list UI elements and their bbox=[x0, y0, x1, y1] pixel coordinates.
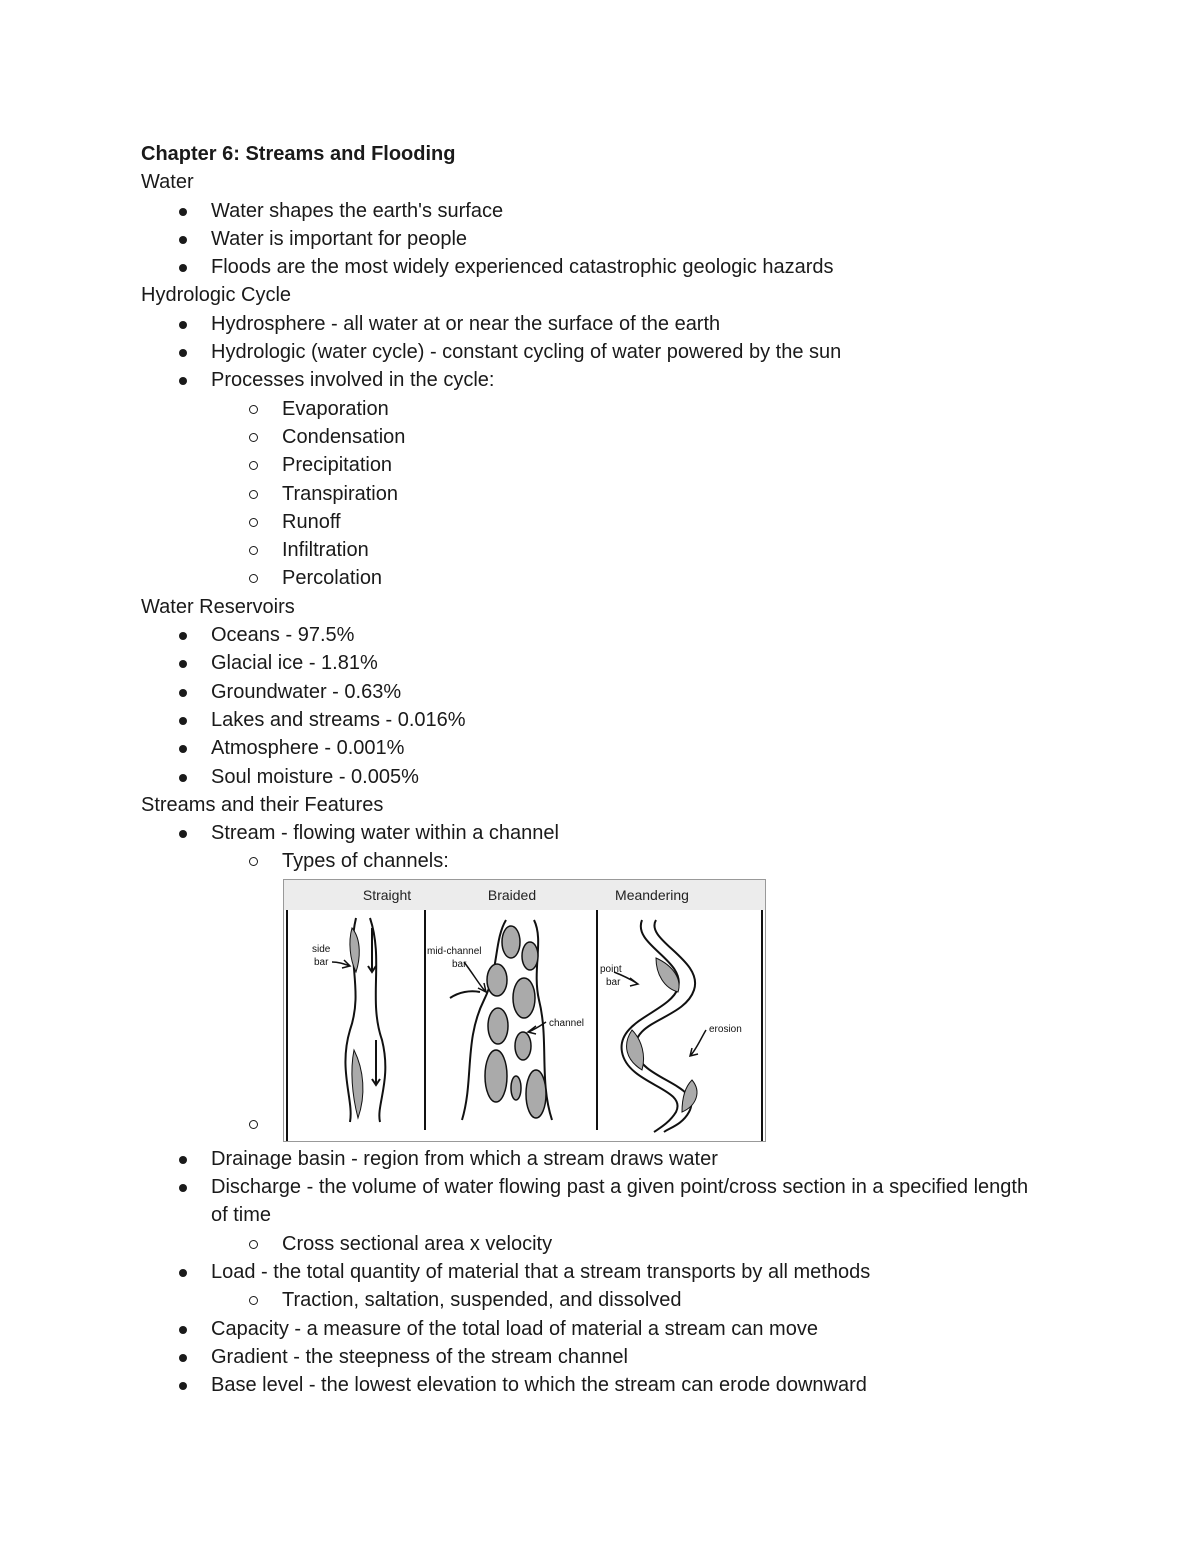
sub-list-item: Traction, saltation, suspended, and dissolved bbox=[141, 1286, 1041, 1314]
sub-list-item: Infiltration bbox=[141, 536, 1041, 564]
list-item: Gradient - the steepness of the stream channel bbox=[141, 1343, 1041, 1371]
list-item: Oceans - 97.5% bbox=[141, 621, 1041, 649]
sub-list-item: Evaporation bbox=[141, 395, 1041, 423]
list-item: Capacity - a measure of the total load of material a stream can move bbox=[141, 1315, 1041, 1343]
bullet-icon bbox=[179, 745, 187, 753]
list-item: Load - the total quantity of material that a stream transports by all methods bbox=[141, 1258, 1041, 1286]
label-erosion: erosion bbox=[709, 1023, 742, 1035]
bullet-icon bbox=[179, 830, 187, 838]
bullet-icon bbox=[179, 632, 187, 640]
circle-bullet-icon bbox=[249, 433, 258, 442]
label-point-bar-2: bar bbox=[606, 976, 621, 988]
bullet-icon bbox=[179, 1354, 187, 1362]
sub-list-item: Transpiration bbox=[141, 480, 1041, 508]
circle-bullet-icon bbox=[249, 461, 258, 470]
bullet-icon bbox=[179, 377, 187, 385]
bullet-icon bbox=[179, 349, 187, 357]
straight-channel-drawing bbox=[332, 918, 385, 1122]
section-heading-water-reservoirs: Water Reservoirs bbox=[141, 595, 295, 618]
sub-list-item: Condensation bbox=[141, 423, 1041, 451]
bullet-icon bbox=[179, 1382, 187, 1390]
section-heading-hydrologic-cycle: Hydrologic Cycle bbox=[141, 284, 292, 307]
header-braided: Braided bbox=[487, 886, 537, 903]
bullet-icon bbox=[179, 321, 187, 329]
list-item: Water is important for people bbox=[141, 225, 1041, 253]
circle-bullet-icon bbox=[249, 1120, 258, 1129]
list-item: Hydrosphere - all water at or near the surface of the earth bbox=[141, 310, 1041, 338]
sub-list-item: Cross sectional area x velocity bbox=[141, 1230, 1041, 1258]
meandering-channel-drawing bbox=[614, 920, 706, 1132]
label-side-bar-2: bar bbox=[314, 956, 329, 968]
circle-bullet-icon bbox=[249, 857, 258, 866]
list-item: Floods are the most widely experienced catastrophic geologic hazards bbox=[141, 253, 1041, 281]
list-item: Drainage basin - region from which a stream draws water bbox=[141, 1145, 1041, 1173]
circle-bullet-icon bbox=[249, 1296, 258, 1305]
document bbox=[141, 140, 1041, 1399]
circle-bullet-icon bbox=[249, 574, 258, 583]
sub-list-item: Runoff bbox=[141, 508, 1041, 536]
sub-list-item: Types of channels: bbox=[141, 847, 1041, 875]
label-mid-channel-bar-1: mid-channel bbox=[427, 945, 482, 957]
sub-list-item: Precipitation bbox=[141, 451, 1041, 479]
list-item: Soul moisture - 0.005% bbox=[141, 763, 1041, 791]
bullet-icon bbox=[179, 236, 187, 244]
bullet-icon bbox=[179, 774, 187, 782]
bullet-icon bbox=[179, 1184, 187, 1192]
label-side-bar-1: side bbox=[312, 943, 331, 955]
channel-types-figure bbox=[283, 879, 766, 1142]
bullet-icon bbox=[179, 208, 187, 216]
list-item: Discharge - the volume of water flowing past a given point/cross section in a specified length of time bbox=[141, 1173, 1041, 1230]
header-straight: Straight bbox=[362, 886, 412, 903]
bullet-icon bbox=[179, 1156, 187, 1164]
bullet-icon bbox=[179, 1326, 187, 1334]
label-channel: channel bbox=[549, 1017, 585, 1029]
circle-bullet-icon bbox=[249, 490, 258, 499]
section-heading-water: Water bbox=[141, 171, 194, 194]
list-item: Groundwater - 0.63% bbox=[141, 678, 1041, 706]
circle-bullet-icon bbox=[249, 405, 258, 414]
list-item: Processes involved in the cycle: bbox=[141, 366, 1041, 394]
list-item: Stream - flowing water within a channel bbox=[141, 819, 1041, 847]
list-item: Lakes and streams - 0.016% bbox=[141, 706, 1041, 734]
bullet-icon bbox=[179, 660, 187, 668]
circle-bullet-icon bbox=[249, 518, 258, 527]
bullet-icon bbox=[179, 1269, 187, 1277]
circle-bullet-icon bbox=[249, 1240, 258, 1249]
header-meandering: Meandering bbox=[615, 886, 689, 903]
list-item: Water shapes the earth's surface bbox=[141, 197, 1041, 225]
list-item: Glacial ice - 1.81% bbox=[141, 649, 1041, 677]
circle-bullet-icon bbox=[249, 546, 258, 555]
section-heading-streams: Streams and their Features bbox=[141, 793, 384, 816]
bullet-icon bbox=[179, 717, 187, 725]
sub-list-item: Percolation bbox=[141, 564, 1041, 592]
label-mid-channel-bar-2: bar bbox=[452, 958, 467, 970]
list-item: Hydrologic (water cycle) - constant cycling of water powered by the sun bbox=[141, 338, 1041, 366]
page-title: Chapter 6: Streams and Flooding bbox=[141, 143, 456, 165]
label-point-bar-1: point bbox=[600, 963, 622, 975]
figure-list-item bbox=[141, 876, 1041, 1145]
bullet-icon bbox=[179, 264, 187, 272]
list-item: Atmosphere - 0.001% bbox=[141, 734, 1041, 762]
bullet-icon bbox=[179, 689, 187, 697]
list-item: Base level - the lowest elevation to which the stream can erode downward bbox=[141, 1371, 1041, 1399]
